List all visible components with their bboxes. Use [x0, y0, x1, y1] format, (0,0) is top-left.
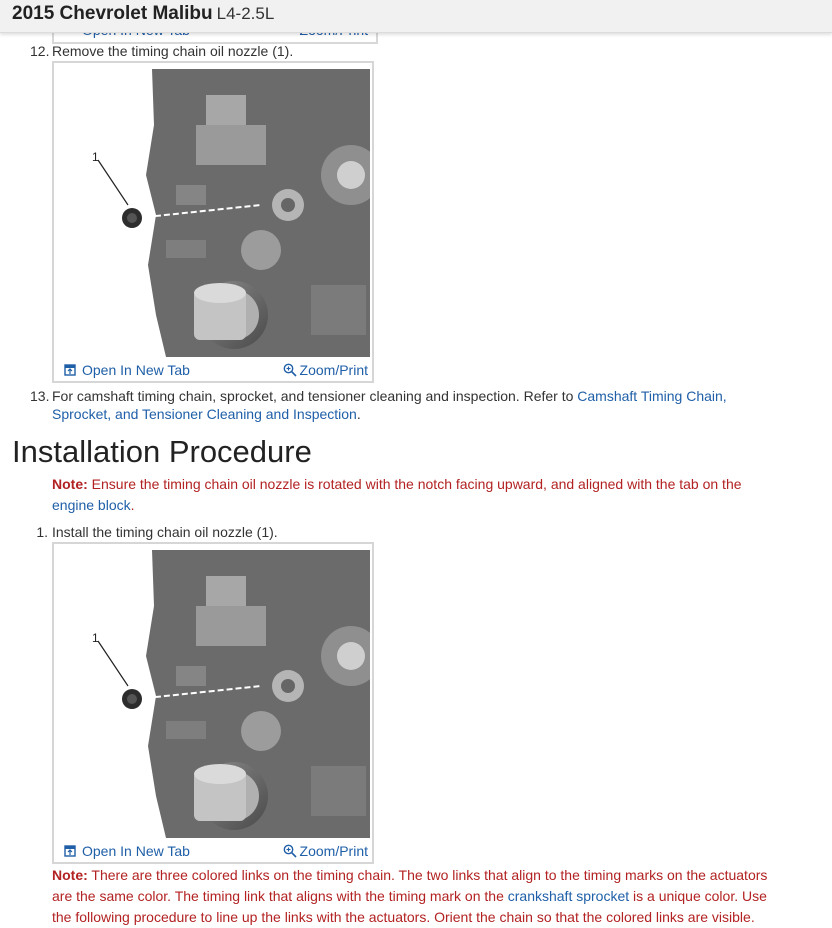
- open-in-new-tab-icon: [64, 845, 76, 857]
- engine-subtitle: L4-2.5L: [216, 4, 275, 23]
- note-text-end: .: [130, 497, 135, 513]
- header-bar: [0, 0, 832, 33]
- note-text: Ensure the timing chain oil nozzle is rotated with the notch facing upward, and aligned with the tab on the: [87, 476, 742, 492]
- open-in-new-tab-icon: [64, 364, 76, 376]
- note-line-2-end: is a unique color. Use: [629, 888, 767, 904]
- engine-illustration[interactable]: [56, 65, 370, 357]
- zoom-print-button[interactable]: [283, 843, 368, 859]
- open-in-new-tab-button[interactable]: [64, 843, 190, 859]
- zoom-magnifier-icon: [283, 844, 297, 858]
- step-13-continued: [52, 406, 361, 422]
- camshaft-timing-chain-link-cont[interactable]: Sprocket, and Tensioner Cleaning and Inspection: [52, 406, 357, 422]
- step-text: Install the timing chain oil nozzle (1).: [52, 524, 278, 540]
- open-in-new-tab-label: Open In New Tab: [82, 362, 190, 378]
- step-1: [30, 524, 278, 540]
- page-title: [12, 3, 274, 25]
- figure-oil-nozzle-removal: [52, 61, 374, 383]
- callout-label: 1: [92, 150, 99, 164]
- zoom-print-button[interactable]: [283, 362, 368, 378]
- figure-toolbar: [54, 838, 372, 862]
- note-label: Note:: [52, 476, 88, 492]
- installation-procedure-heading: Installation Procedure: [12, 434, 312, 469]
- engine-block-link[interactable]: engine block: [52, 497, 131, 513]
- camshaft-timing-chain-link[interactable]: Camshaft Timing Chain,: [577, 388, 727, 404]
- step-number: 13.: [30, 388, 50, 404]
- note-line-2: are the same color. The timing link that aligns with the timing mark on the: [52, 888, 508, 904]
- zoom-magnifier-icon: [283, 363, 297, 377]
- open-in-new-tab-label: Open In New Tab: [82, 843, 190, 859]
- note-line-3: the following procedure to line up the links with the actuators. Orient the chain so that the colored links are visible.: [52, 909, 755, 925]
- figure-toolbar: [54, 357, 372, 381]
- step-13: [30, 386, 727, 406]
- note-label: Note:: [52, 867, 88, 883]
- engine-illustration[interactable]: [56, 546, 370, 838]
- step-number: 12.: [30, 43, 50, 59]
- step-12: [30, 43, 293, 59]
- step-text: Remove the timing chain oil nozzle (1).: [52, 43, 294, 59]
- vehicle-title: 2015 Chevrolet Malibu: [12, 3, 213, 24]
- note-colored-links: [52, 865, 822, 928]
- crankshaft-sprocket-link[interactable]: crankshaft sprocket: [507, 888, 630, 904]
- zoom-print-label: Zoom/Print: [299, 843, 368, 859]
- note-line-1: There are three colored links on the timing chain. The two links that align to the timing marks on the actuators: [87, 867, 768, 883]
- callout-label: 1: [92, 631, 99, 645]
- step-number: 1.: [36, 524, 48, 540]
- note-oil-nozzle-orientation: [52, 474, 772, 516]
- zoom-print-label: Zoom/Print: [299, 362, 368, 378]
- step-text-end: .: [356, 406, 361, 422]
- step-text: For camshaft timing chain, sprocket, and tensioner cleaning and inspection. Refer to: [52, 388, 578, 404]
- figure-oil-nozzle-installation: [52, 542, 374, 864]
- open-in-new-tab-button[interactable]: [64, 362, 190, 378]
